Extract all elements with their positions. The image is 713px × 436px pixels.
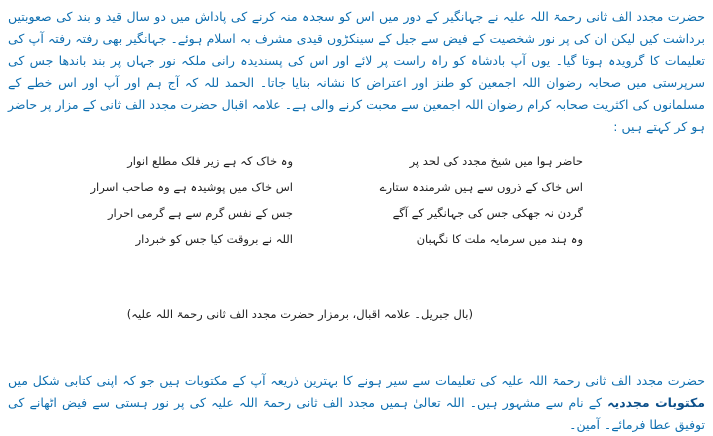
- book-title: مکتوبات مجددیہ: [607, 395, 705, 410]
- verse-line: وہ خاک کہ ہے زیر فلک مطلع انوار: [127, 154, 293, 168]
- verse-line: اللہ نے بروقت کیا جس کو خبردار: [135, 232, 293, 246]
- verse-column-right: [379, 148, 583, 252]
- closing-paragraph: [8, 370, 705, 436]
- verse-line: اس خاک کے ذروں سے ہیں شرمندہ ستارے: [379, 180, 583, 194]
- verse-line: حاضر ہوا میں شیخ مجدد کی لحد پر: [409, 154, 583, 168]
- intro-paragraph: حضرت مجدد الف ثانی رحمۃ اللہ علیہ نے جہانگیر کے دور میں اس کو سجدہ منہ کرنے کی پاداش میں دو سال قید و بند کی صعوبتیں برداشت کیں لیکن ان کی پر نور شخصیت کے فیض سے جیل کے سینکڑوں قیدی مشرف بہ اسلام ہوئے۔ جہانگیر بھی رفتہ رفتہ آپ کی تعلیمات کا گرویدہ ہوتا گیا۔ یوں آپ بادشاہ کو راہ راست پر لائے اور اس کی پسندیدہ رانی ملکہ نور جہاں پر بند باندھا جس کی سرپرستی میں صحابہ رضوان اللہ اجمعین کو طنز اور اعتراض کا نشانہ بنایا جاتا۔ الحمد للہ کہ آج ہم اور آپ اور اس خطے کے مسلمانوں کی اکثریت صحابہ کرام رضوان اللہ اجمعین سے محبت کرنے والی ہے۔ علامہ اقبال حضرت مجدد الف ثانی کے مزار پر حاضر ہو کر کہتے ہیں :: [8, 9, 705, 134]
- verse-line: جس کے نفس گرم سے ہے گرمی احرار: [107, 206, 293, 220]
- poem-citation: (بال جبریل۔ علامہ اقبال، برمزار حضرت مجدد الف ثانی رحمۃ اللہ علیہ): [126, 307, 473, 321]
- closing-text-start: حضرت مجدد الف ثانی رحمۃ اللہ علیہ کی تعلیمات سے سیر ہونے کا بہترین ذریعہ آپ کے مکتوبات ہیں جو کہ اپنی کتابی شکل میں: [8, 373, 705, 388]
- verse-line: گردن نہ جھکی جس کی جہانگیر کے آگے: [392, 206, 583, 220]
- closing-text-end: کے نام سے مشہور ہیں۔ اللہ تعالیٰ ہمیں مجدد الف ثانی رحمۃ اللہ علیہ کی پر نور ہستی سے فیض اٹھانے کی توفیق عطا فرمائے۔ آمین۔: [8, 395, 705, 432]
- verse-line: وہ ہند میں سرمایہ ملت کا نگہبان: [416, 232, 583, 246]
- verse-line: اس خاک میں پوشیدہ ہے وہ صاحب اسرار: [90, 180, 293, 194]
- verse-column-left: [90, 148, 293, 252]
